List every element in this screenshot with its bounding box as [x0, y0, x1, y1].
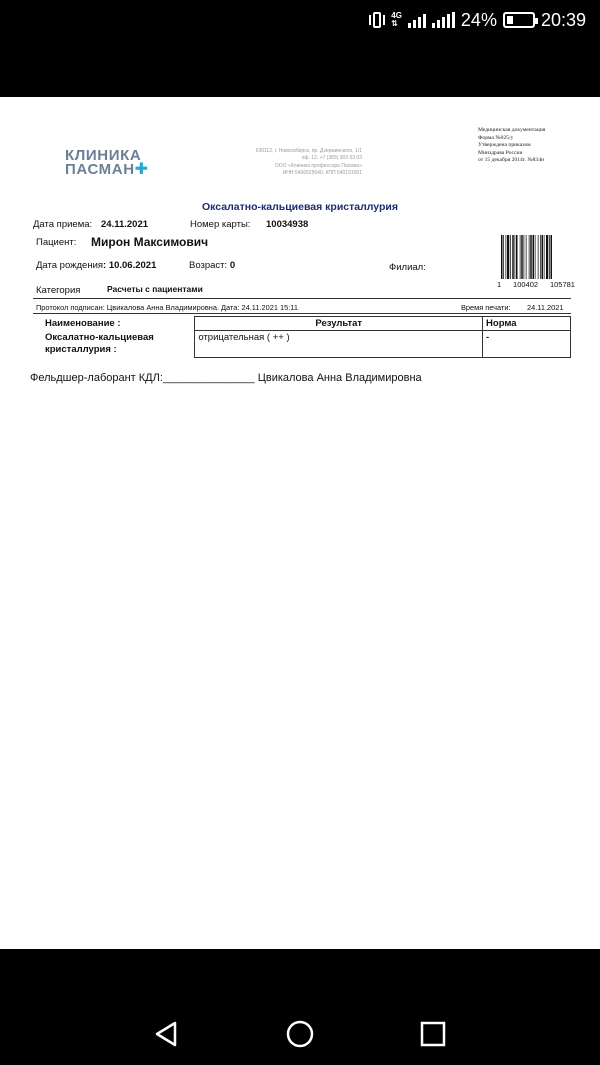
barcode-bar	[510, 235, 511, 279]
logo-line-2: ПАСМАН	[65, 161, 135, 178]
divider	[33, 313, 571, 314]
barcode-digit-left: 1	[497, 280, 502, 289]
barcode-bar	[549, 235, 550, 279]
category-label: Категория	[36, 285, 81, 296]
clinic-logo	[65, 149, 149, 177]
document-title: Оксалатно-кальциевая кристаллурия	[201, 201, 398, 213]
battery-icon	[503, 12, 535, 28]
recents-button[interactable]	[413, 1014, 453, 1054]
table-header-row	[33, 317, 571, 331]
barcode-bar	[506, 235, 507, 279]
signature-line: Фельдшер-лаборант КДЛ:_______________ Цвикалова Анна Владимировна	[30, 372, 422, 384]
header-name: Наименование :	[45, 317, 121, 329]
signal-icon	[408, 12, 426, 28]
vibrate-icon	[369, 11, 385, 29]
barcode-bar	[503, 235, 504, 279]
home-button[interactable]	[280, 1014, 320, 1054]
birth-label: Дата рождения	[36, 260, 104, 271]
protocol-signed: Протокол подписан: Цвикалова Анна Владимировна. Дата: 24.11.2021 15:11	[36, 303, 298, 312]
print-time-value: 24.11.2021	[527, 303, 564, 312]
med-info-line: Утверждена приказом	[478, 142, 531, 149]
barcode-bar	[538, 235, 539, 279]
category-value: Расчеты с пациентами	[107, 284, 203, 294]
row-norm: -	[483, 331, 571, 358]
med-info-line: Медицинская документация	[478, 127, 546, 133]
admission-date: 24.11.2021	[101, 219, 149, 230]
card-number: 10034938	[266, 219, 309, 230]
results-table	[33, 316, 571, 358]
status-icons	[369, 9, 586, 31]
barcode-digits-right: 105781	[549, 280, 575, 289]
barcode-bar	[515, 235, 516, 279]
admission-label: Дата приема:	[33, 219, 93, 230]
print-time-label: Время печати:	[461, 303, 511, 312]
barcode-bar	[516, 235, 518, 279]
barcode-bar	[540, 235, 541, 279]
barcode-bar	[526, 235, 527, 279]
barcode-bar	[520, 235, 521, 279]
row-name-line-2: кристаллурия :	[45, 343, 117, 355]
barcode-bar	[544, 235, 545, 279]
med-doc-info	[478, 127, 588, 165]
signal-icon-2	[432, 12, 455, 28]
home-icon	[285, 1019, 315, 1049]
med-info-line: от 15 декабря 2014г. №834н	[478, 157, 544, 164]
address-line: 630112, г. Новосибирск, пр. Дзержинского, 1/1	[255, 148, 362, 154]
logo-line-1: КЛИНИКА	[65, 147, 142, 164]
branch-label: Филиал:	[389, 262, 426, 273]
status-bar	[0, 0, 600, 40]
clinic-address	[234, 148, 362, 177]
address-line: ИНН 5406525640, КПП 540101001	[282, 169, 362, 176]
barcode-bar	[529, 235, 530, 279]
barcode-bar	[507, 235, 509, 279]
med-info-line: Форма №025/у	[478, 134, 514, 141]
battery-percent: 24%	[460, 9, 497, 30]
header-norm: Норма	[483, 317, 571, 331]
barcode-icon	[501, 235, 571, 279]
row-result: отрицательная ( ++ )	[195, 331, 483, 358]
divider	[33, 298, 571, 299]
med-info-line: Минздрава России	[478, 149, 523, 156]
age-label: Возраст:	[189, 260, 228, 271]
logo-plus-icon: ✚	[134, 161, 149, 178]
header-result: Результат	[195, 317, 483, 331]
barcode-bar	[533, 235, 535, 279]
address-line: оф. 12, +7 (383) 303 03 03	[301, 155, 362, 162]
age-value: 0	[229, 260, 236, 271]
barcode-bar	[521, 235, 523, 279]
navigation-bar	[0, 949, 600, 1065]
barcode-digits-mid: 100402	[513, 280, 539, 289]
barcode-bar	[530, 235, 532, 279]
barcode-bar	[501, 235, 503, 279]
barcode-bar	[551, 235, 553, 279]
document-page	[0, 97, 600, 949]
patient-name: Мирон Максимович	[91, 235, 209, 249]
row-name-line-1: Оксалатно-кальциевая	[45, 331, 154, 343]
barcode-bar	[524, 235, 525, 279]
row-test-name	[33, 331, 195, 358]
age-row	[189, 260, 235, 271]
patient-label: Пациент:	[36, 237, 77, 248]
back-button[interactable]	[146, 1014, 186, 1054]
birth-date: : 10.06.2021	[103, 260, 157, 271]
barcode-bar	[546, 235, 548, 279]
address-line: ООО «Клиника профессора Пасман»	[274, 162, 362, 169]
barcode-bar	[512, 235, 514, 279]
barcode-number	[497, 280, 575, 289]
card-label: Номер карты:	[190, 219, 251, 230]
recents-icon	[420, 1021, 446, 1047]
barcode-bar	[535, 235, 536, 279]
network-type: 4G ⇅	[391, 11, 402, 28]
barcode-bar	[542, 235, 544, 279]
birth-date-row	[36, 260, 156, 271]
clock: 20:39	[540, 9, 586, 30]
table-row	[33, 331, 571, 358]
back-icon	[153, 1020, 179, 1048]
